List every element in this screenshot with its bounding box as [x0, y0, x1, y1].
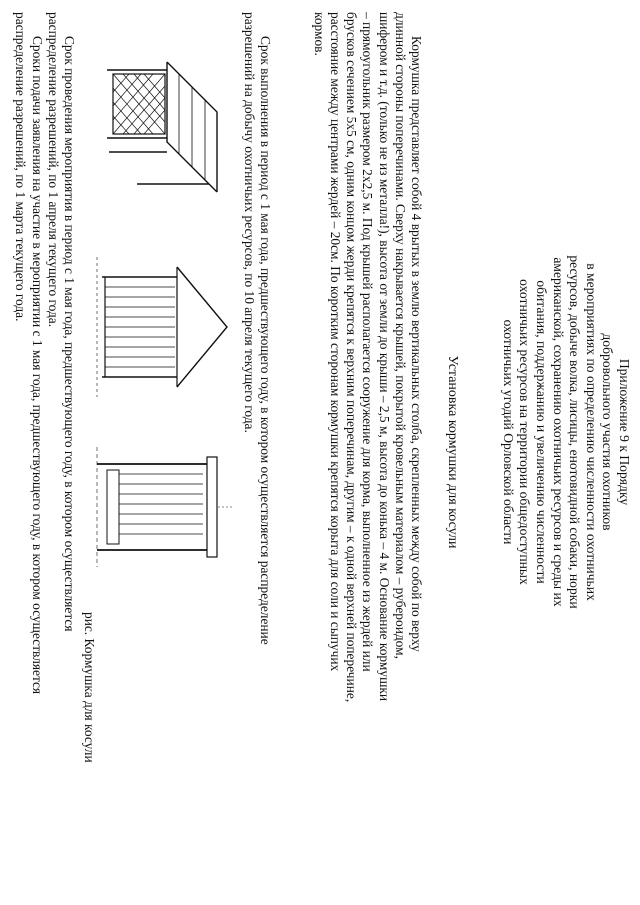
feeder-end-frame-drawing	[87, 252, 237, 402]
annex-line: добровольного участия охотников	[600, 333, 616, 531]
description-line: – прямоугольник размером 2х2,5 м. Под крышей располагается сооружение для корма, выполненное из жердей или	[360, 12, 376, 672]
annex-line: американской, сохранению охотничьих ресурсов и среды их	[550, 257, 566, 607]
section-title: Установка кормушки для косули	[445, 355, 460, 549]
description-line: брусков сечением 5х5 см, одним концом жерди крепятся к верхним поперечинам, другим – к одной верхней поперечине,	[344, 12, 360, 703]
feeder-perspective-drawing	[97, 52, 237, 202]
annex-line: охотничьих ресурсов на территории общедоступных	[517, 279, 533, 585]
annex-header	[499, 82, 632, 782]
description-line: Кормушка представляет собой 4 врытых в землю вертикальных столба, скрепленных между собой по верху	[409, 36, 424, 652]
annex-line: охотничьих угодий Орловской области	[500, 319, 516, 545]
schedule-line: Сроки подачи заявления на участие в мероприятии с 1 мая года, предшествующего году, в котором осуществляется	[29, 36, 45, 695]
timing-line: разрешений на добычу охотничьих ресурсов, по 10 апреля текущего года.	[241, 12, 257, 433]
schedule-paragraph	[12, 12, 77, 892]
schedule-line: Срок проведения мероприятия в период с 1 мая года, предшествующего году, в котором осуществляется	[62, 36, 77, 632]
description-line: шифером и т.д. (только не из металла!), высота от земли до крыши – 2,5 м, высота до конька – 4 м. Основание кормушки	[376, 12, 392, 702]
feeder-figures	[77, 12, 237, 892]
schedule-line: распределение разрешений, по 1 апреля текущего года.	[45, 12, 61, 328]
description-line: длинной стороны поперечинами. Сверху накрывается крышей, покрытой кровельным материалом – рубероидом,	[392, 12, 408, 659]
rotated-document-page	[13, 12, 632, 892]
annex-line: Приложение 9 к Порядку	[617, 358, 632, 506]
timing-paragraph	[241, 12, 273, 892]
annex-line: в мероприятиях по определению численности охотничьих	[583, 263, 599, 601]
description-line: расстояние между центрами жердей – 20см. По коротким сторонам кормушки крепятся корыта для соли и сыпучих	[327, 12, 343, 672]
annex-line: обитания, поддержанию и увеличению численности	[534, 280, 550, 584]
description-line: кормов.	[311, 12, 327, 56]
schedule-line: распределение разрешений, по 1 марта текущего года.	[13, 12, 29, 322]
feeder-description	[311, 12, 424, 892]
timing-line: Срок выполнения в период с 1 мая года, предшествующего году, в котором осуществляется распределение	[258, 36, 273, 645]
figure-caption: рис. Кормушка для косули	[82, 612, 97, 763]
feeder-side-elevation-drawing	[87, 442, 237, 572]
annex-line: ресурсов, добыче волка, лисицы, енотовидной собаки, норки	[567, 255, 583, 609]
